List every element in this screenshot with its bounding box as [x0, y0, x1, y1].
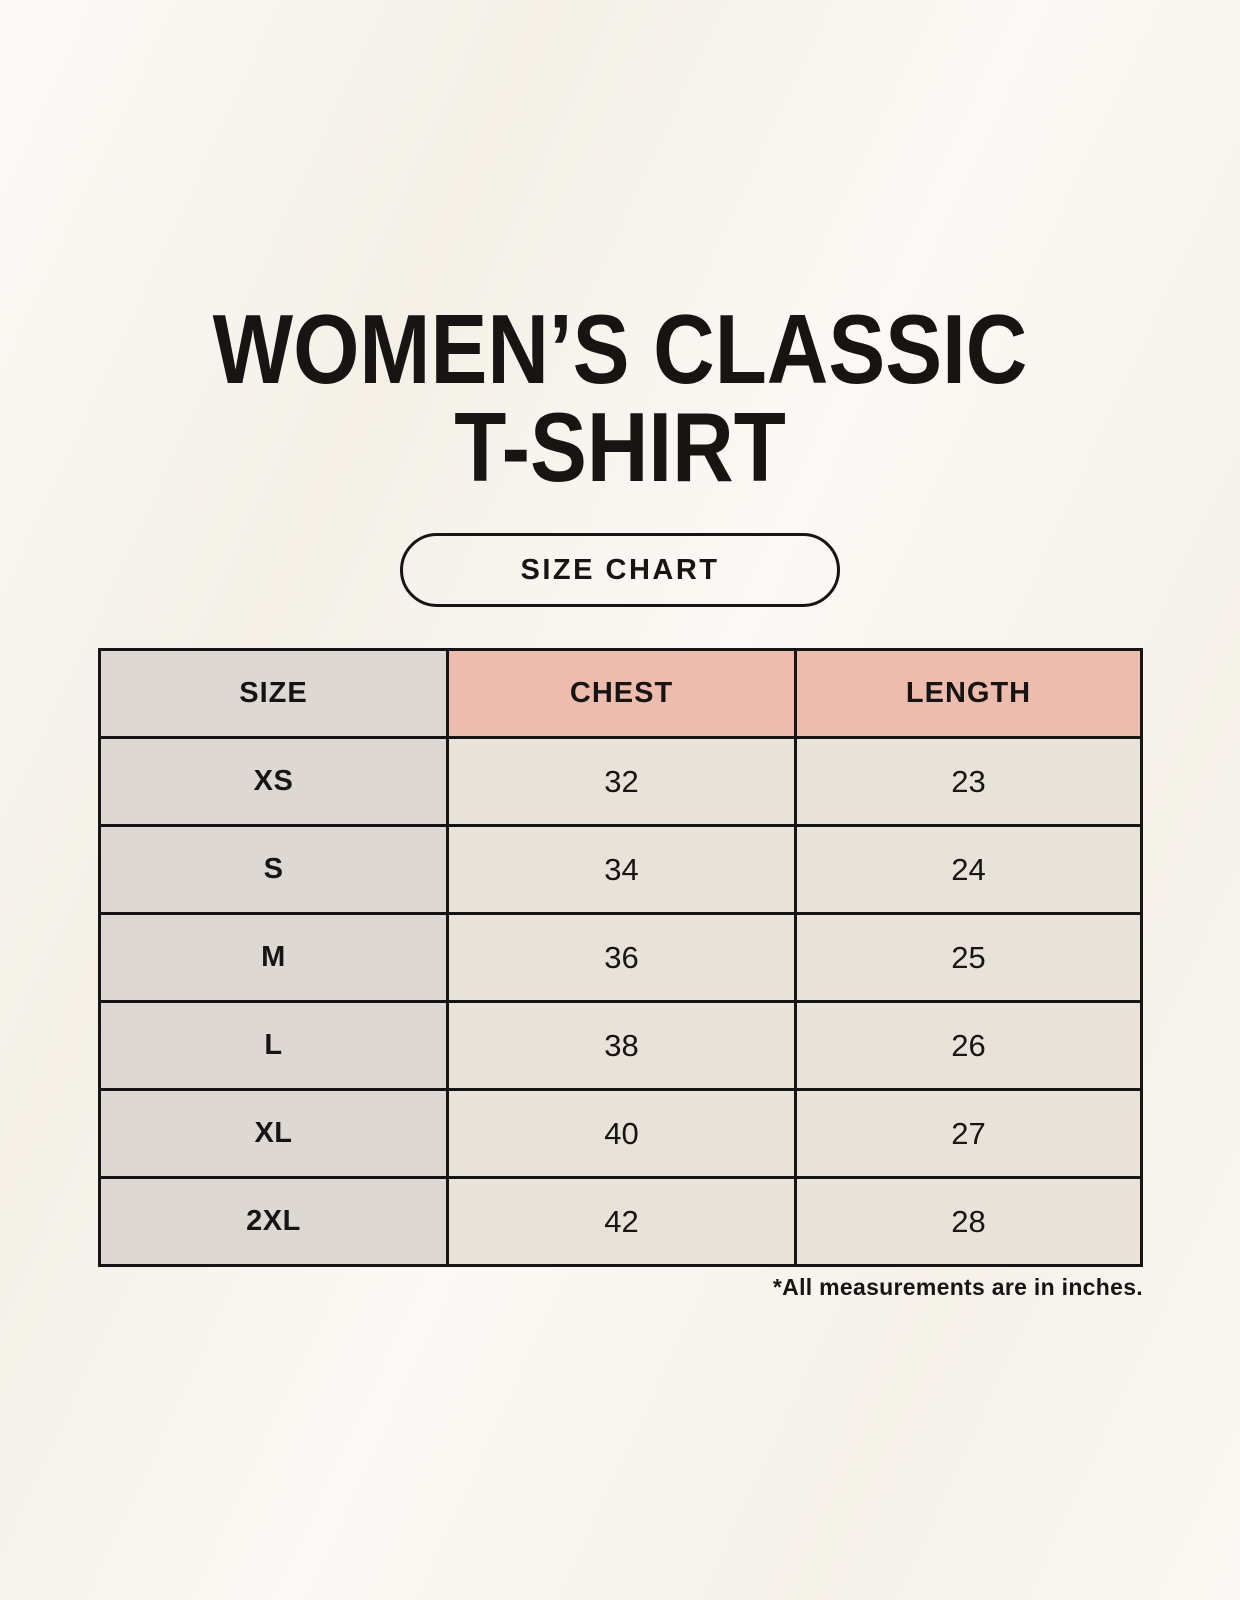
length-value: 24	[796, 826, 1142, 914]
chest-value: 34	[448, 826, 796, 914]
chest-value: 32	[448, 738, 796, 826]
table-row	[100, 914, 1142, 1002]
page-title	[81, 294, 1160, 502]
table-row	[100, 1090, 1142, 1178]
size-label: 2XL	[100, 1178, 448, 1266]
chest-value: 42	[448, 1178, 796, 1266]
size-chart-button-label: SIZE CHART	[520, 553, 720, 586]
size-label: XS	[100, 738, 448, 826]
size-label: S	[100, 826, 448, 914]
length-value: 23	[796, 738, 1142, 826]
length-value: 26	[796, 1002, 1142, 1090]
measurements-footnote: *All measurements are in inches.	[772, 1274, 1143, 1300]
table-header-row	[100, 650, 1142, 738]
size-label: M	[100, 914, 448, 1002]
table-row	[100, 738, 1142, 826]
size-label: L	[100, 1002, 448, 1090]
table-row	[100, 826, 1142, 914]
chest-value: 40	[448, 1090, 796, 1178]
page-title-line1: WOMEN’S CLASSIC	[212, 294, 1028, 404]
column-header-chest: CHEST	[448, 650, 796, 738]
size-chart-button[interactable]	[400, 533, 840, 607]
table-row	[100, 1178, 1142, 1266]
length-value: 28	[796, 1178, 1142, 1266]
chest-value: 36	[448, 914, 796, 1002]
column-header-length: LENGTH	[796, 650, 1142, 738]
size-label: XL	[100, 1090, 448, 1178]
page-title-line2: T-SHIRT	[454, 392, 786, 502]
column-header-size: SIZE	[100, 650, 448, 738]
size-chart-table	[98, 648, 1143, 1267]
length-value: 25	[796, 914, 1142, 1002]
length-value: 27	[796, 1090, 1142, 1178]
table-row	[100, 1002, 1142, 1090]
chest-value: 38	[448, 1002, 796, 1090]
